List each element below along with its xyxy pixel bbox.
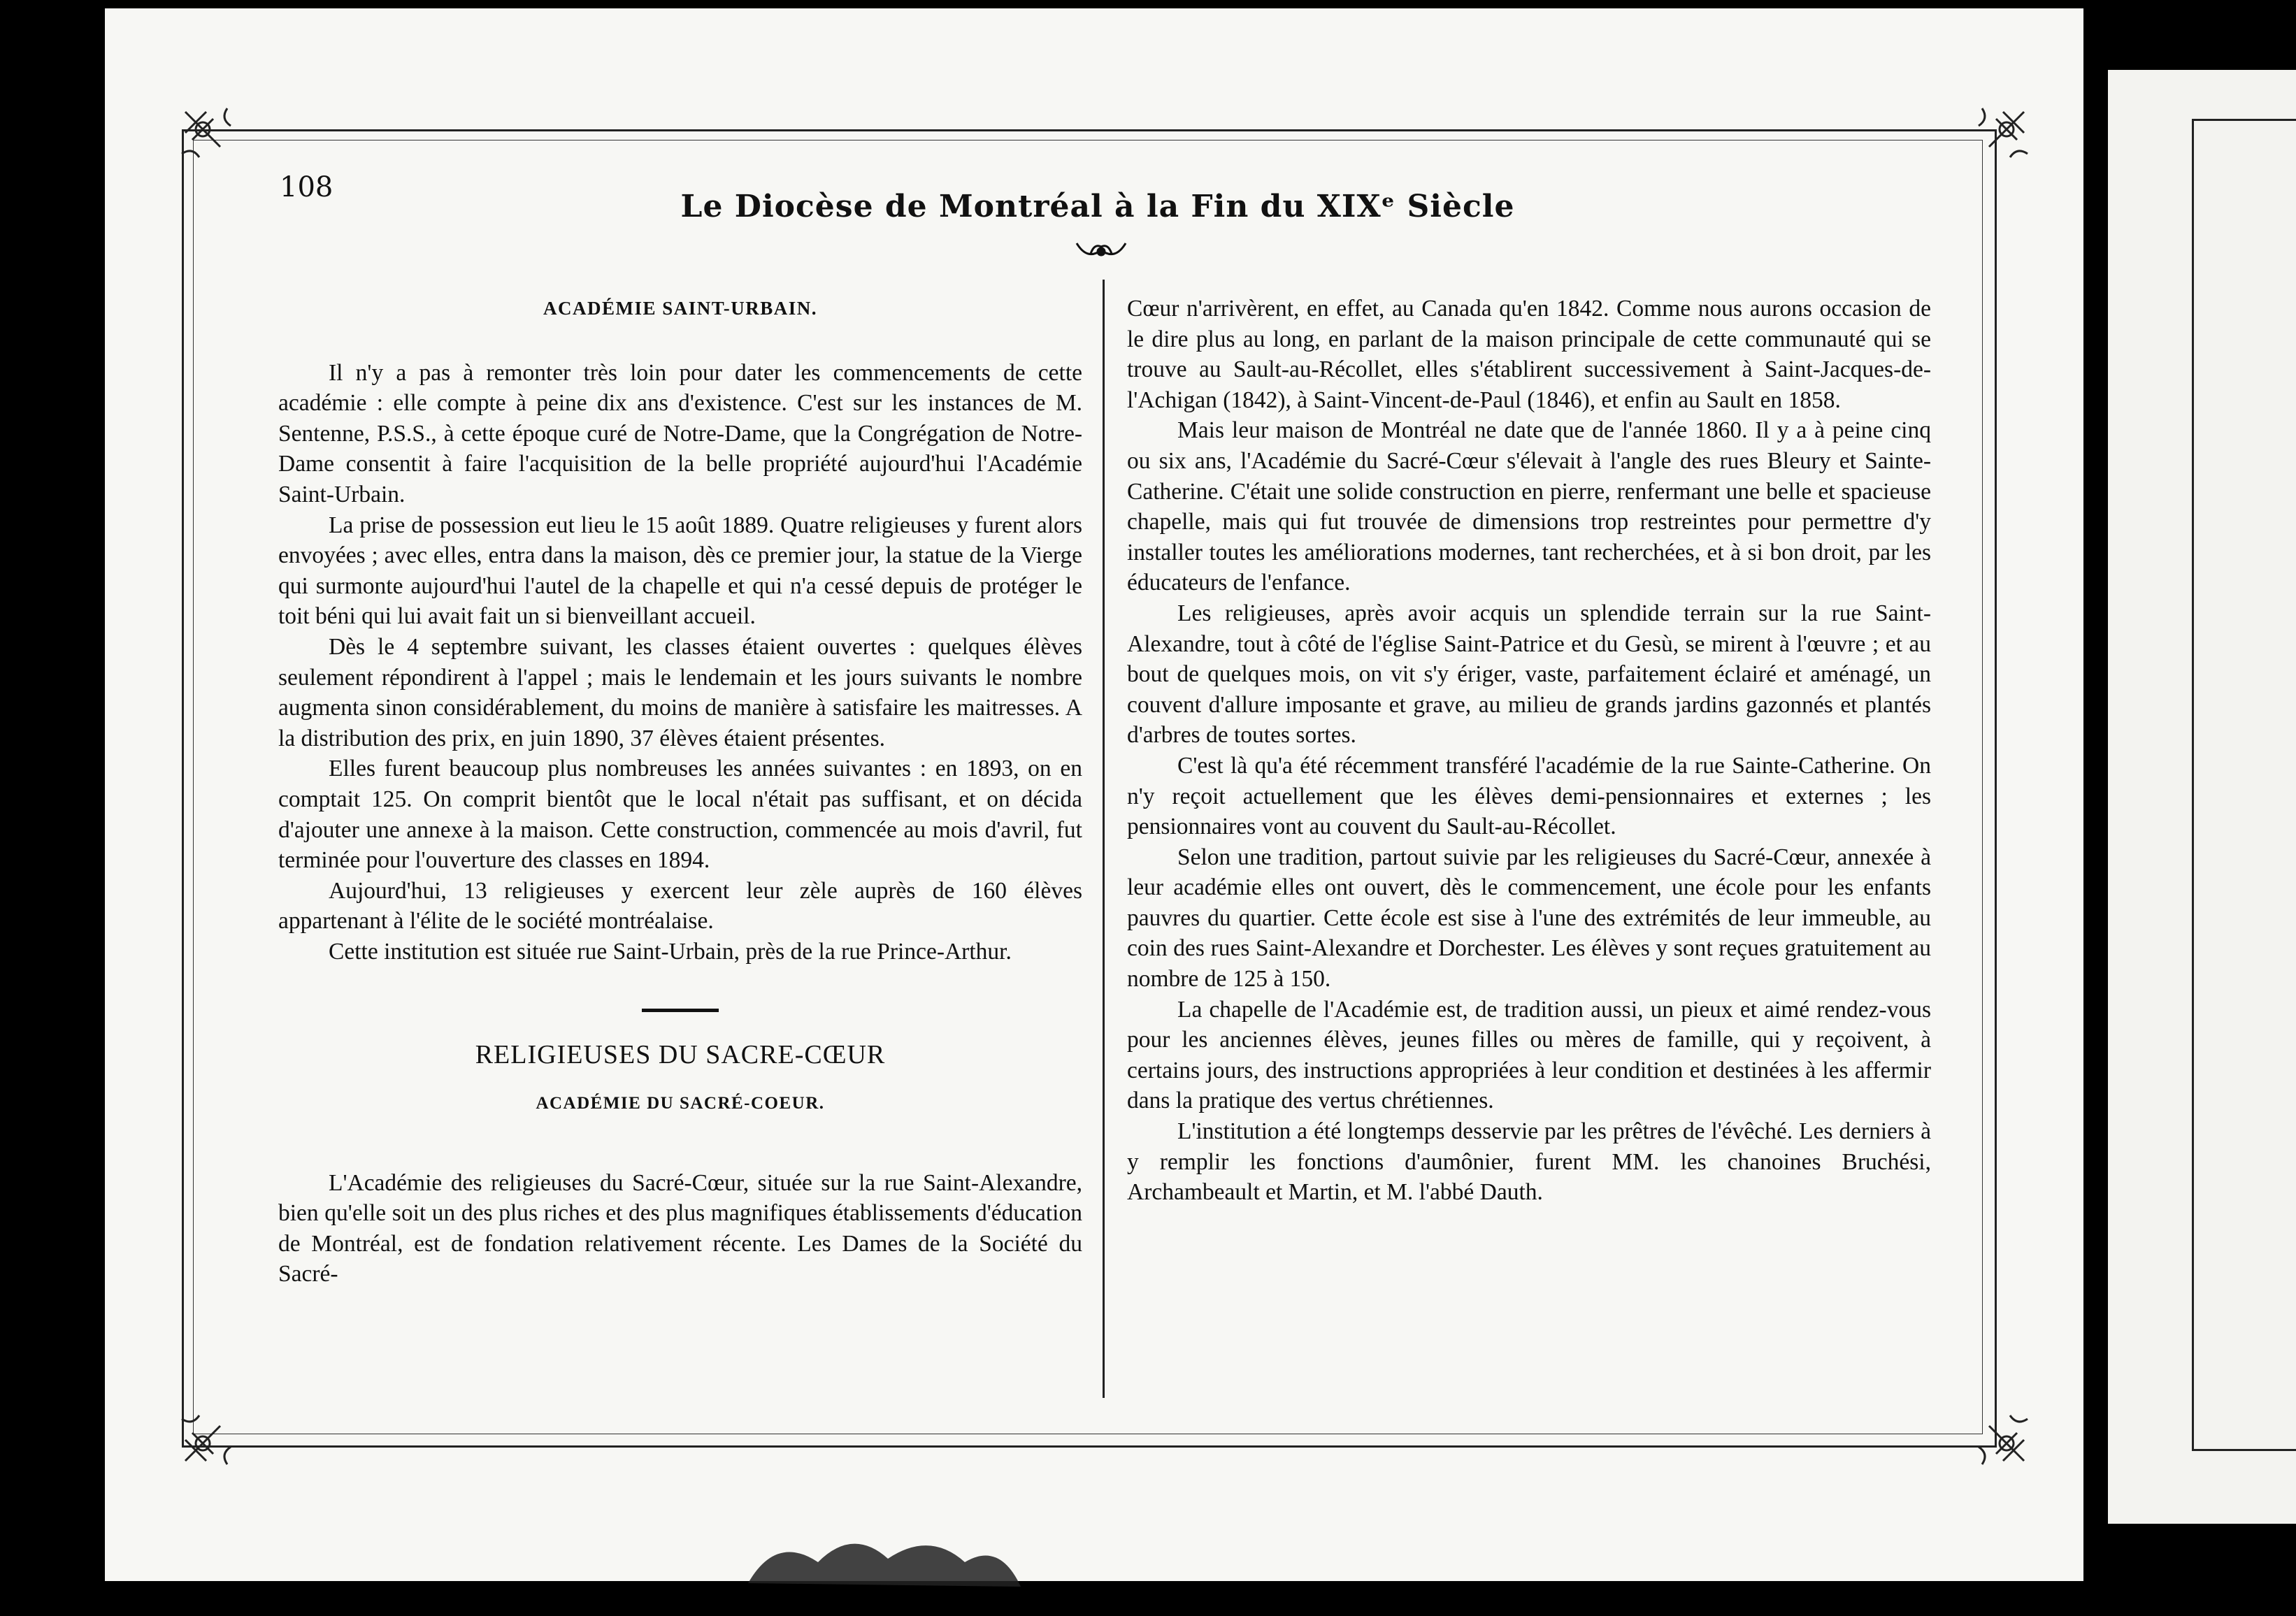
corner-ornament-bottom-right	[1954, 1391, 2031, 1468]
paragraph: Il n'y a pas à remonter très loin pour dater les commencements de cette académie : elle compte à peine dix ans d'existence. C'est sur les instances de M. Sentenne, P.S.S., à cette époque curé de Notre-Dame, que la Congrégation de Notre-Dame consentit à faire l'acquisition de la belle propriété aujourd'hui l'Académie Saint-Urbain.	[278, 359, 1082, 507]
paragraph: Aujourd'hui, 13 religieuses y exercent leur zèle auprès de 160 élèves appartenant à l'élite de le société montréalaise.	[278, 877, 1082, 935]
paragraph: Dès le 4 septembre suivant, les classes étaient ouvertes : quelques élèves seulement répondirent à l'appel ; mais le lendemain et les jours suivants le nombre augmenta sinon considérablement, du moins de manière à satisfaire les maitresses. A la distribution des prix, en juin 1890, 37 élèves étaient présentes.	[278, 633, 1082, 751]
right-column	[1127, 294, 1931, 1208]
section-title-sacre-coeur: RELIGIEUSES DU SACRE-CŒUR	[475, 1040, 886, 1070]
section-subtitle: ACADÉMIE DU SACRÉ-COEUR.	[536, 1094, 825, 1113]
page-number: 108	[280, 171, 333, 203]
corner-ornament-bottom-left	[178, 1391, 255, 1468]
section-title-saint-urbain: ACADÉMIE SAINT-URBAIN.	[543, 298, 818, 319]
next-page-border	[2192, 119, 2296, 1451]
corner-ornament-top-right	[1954, 105, 2031, 182]
running-header	[680, 175, 1515, 238]
running-title: Le Diocèse de Montréal à la Fin du XIXᵉ Siècle	[680, 188, 1515, 224]
paragraph: Les religieuses, après avoir acquis un splendide terrain sur la rue Saint-Alexandre, tout à côté de l'église Saint-Patrice et du Gesù, se mirent à l'œuvre ; et au bout de quelques mois, on vit s'y ériger, vaste, parfaitement éclairé et aménagé, un couvent d'allure imposante et grave, au milieu de grands jardins gazonnés et plantés d'arbres de toutes sortes.	[1127, 600, 1931, 749]
left-column	[278, 294, 1082, 1290]
scan-artifact	[734, 1520, 1028, 1590]
paragraph: C'est là qu'a été récemment transféré l'académie de la rue Sainte-Catherine. On n'y reçoit actuellement que les élèves demi-pensionnaires et externes ; les pensionnaires vont au couvent du Sault-au-Récollet.	[1127, 752, 1931, 840]
fleuron-icon	[1073, 236, 1129, 264]
paragraph: La chapelle de l'Académie est, de tradition aussi, un pieux et aimé rendez-vous pour les anciennes élèves, jeunes filles ou mères de famille, qui y reçoivent, à certains jours, des instructions appropriées à leur condition et destinées à les affermir dans la pratique des vertus chrétiennes.	[1127, 996, 1931, 1114]
paragraph: Elles furent beaucoup plus nombreuses les années suivantes : en 1893, on en comptait 125. On comprit bientôt que le local n'était pas suffisant, et on décida d'ajouter une annexe à la maison. Cette construction, commencée au mois d'avril, fut terminée pour l'ouverture des classes en 1894.	[278, 756, 1082, 874]
paragraph: Cette institution est située rue Saint-Urbain, près de la rue Prince-Arthur.	[329, 938, 1012, 965]
section-rule	[642, 1009, 719, 1012]
paragraph: L'Académie des religieuses du Sacré-Cœur, située sur la rue Saint-Alexandre, bien qu'elle soit un des plus riches et des plus magnifiques établissements d'éducation de Montréal, est de fondation relativement récente. Les Dames de la Société du Sacré-	[278, 1169, 1082, 1287]
corner-ornament-top-left	[178, 105, 255, 182]
paragraph: Mais leur maison de Montréal ne date que de l'année 1860. Il y a à peine cinq ou six ans, l'Académie du Sacré-Cœur s'élevait à l'angle des rues Bleury et Sainte-Catherine. C'était une solide construction en pierre, renfermant une belle et spacieuse chapelle, mais qui fut trouvée de dimensions trop restreintes pour permettre d'y installer toutes les améliorations modernes, tant recherchées, et à si bon droit, par les éducateurs de l'enfance.	[1127, 417, 1931, 596]
column-divider	[1103, 280, 1105, 1398]
paragraph-continuation: Cœur n'arrivèrent, en effet, au Canada qu'en 1842. Comme nous aurons occasion de le dire plus au long, en parlant de la maison principale de cette communauté qui se trouve au Sault-au-Récollet, elles s'établirent successivement à Saint-Jacques-de-l'Achigan (1842), à Saint-Vincent-de-Paul (1846), et enfin au Sault en 1858.	[1127, 296, 1931, 413]
paragraph: La prise de possession eut lieu le 15 août 1889. Quatre religieuses y furent alors envoyées ; avec elles, entra dans la maison, dès ce premier jour, la statue de la Vierge qui surmonte aujourd'hui l'autel de la chapelle et qui n'a cessé depuis de protéger le toit béni qui lui avait fait un si bienveillant accueil.	[278, 512, 1082, 630]
paragraph: L'institution a été longtemps desservie par les prêtres de l'évêché. Les derniers à y remplir les fonctions d'aumônier, furent MM. les chanoines Bruchési, Archambeault et Martin, et M. l'abbé Dauth.	[1127, 1118, 1931, 1206]
paragraph: Selon une tradition, partout suivie par les religieuses du Sacré-Cœur, annexée à leur académie elles ont ouvert, dès le commencement, une école pour les enfants pauvres du quartier. Cette école est sise à l'une des extrémités de leur immeuble, au coin des rues Saint-Alexandre et Dorchester. Les élèves y sont reçues gratuitement au nombre de 125 à 150.	[1127, 844, 1931, 993]
